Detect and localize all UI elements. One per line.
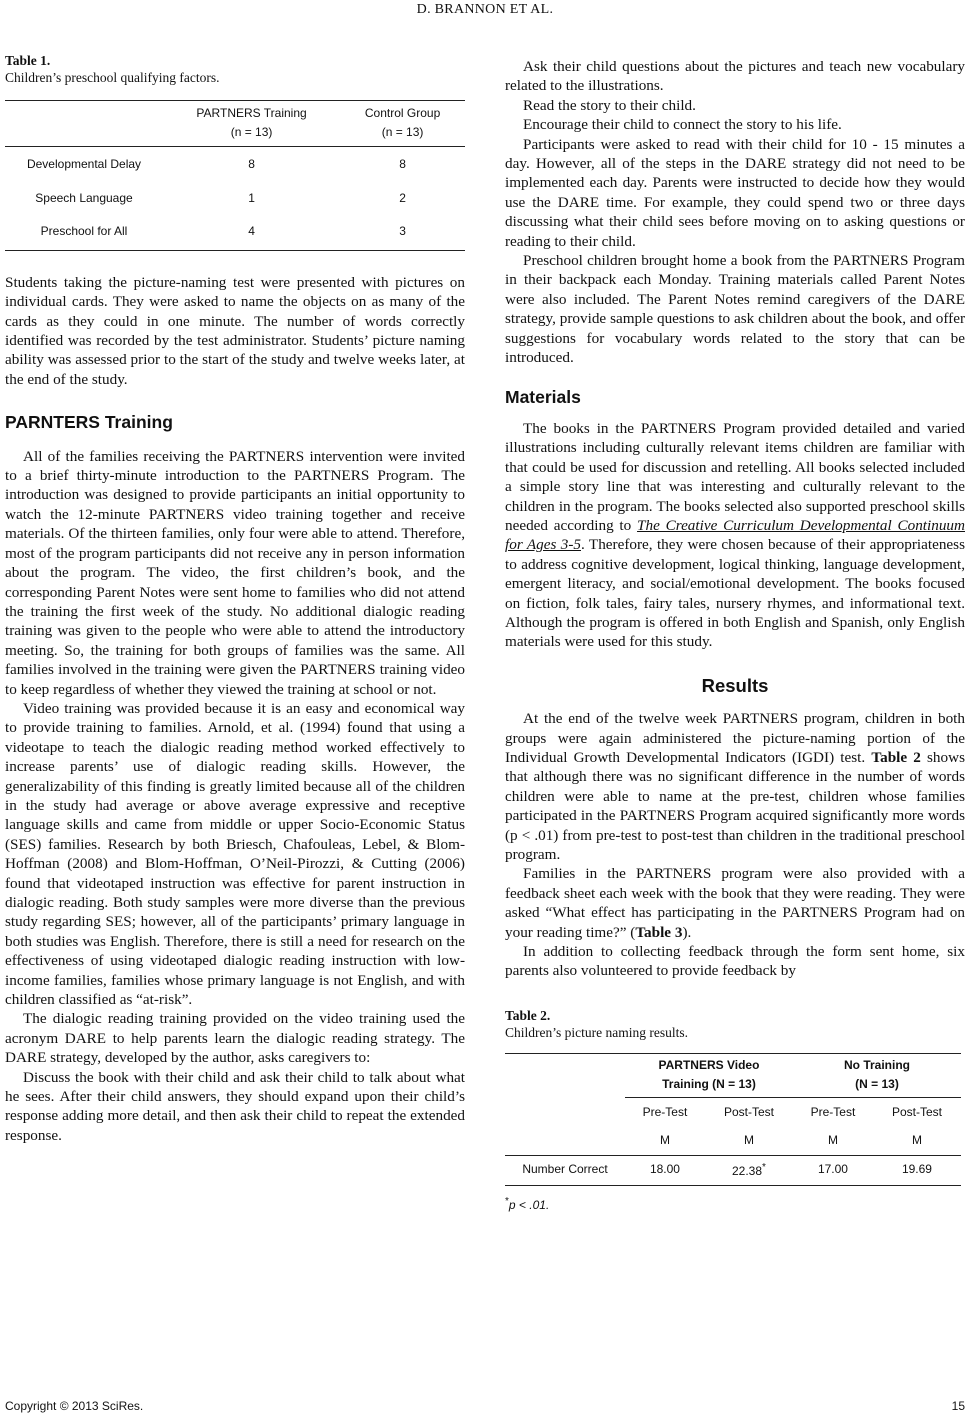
paragraph: Preschool children brought home a book from the PARTNERS Program in their backpack each Monday. Training materials called Parent Notes were also included. The Parent Notes remind caregivers of the DARE strategy, provide sample questions to ask children about the book, and offer suggestions for vocabulary words related to the story that can be introduced. [505,252,965,367]
table1-label: Table 1. [5,53,51,68]
copyright-footer: Copyright © 2013 SciRes. [5,1399,144,1413]
table2-subheader: Post-Test [723,1104,774,1119]
section-heading: Materials [505,386,581,407]
paragraph: Discuss the book with their child and ask their child to talk about what he sees. After their child answers, they should expand upon their child’s response adding more detail, and then ask their child to repeat the extended response. [5,1068,465,1144]
paragraph: Ask their child questions about the pictures and teach new vocabulary related to the illustrations. [505,58,965,95]
table-row: Preschool for All 4 3 [40,224,406,239]
paragraph: Families in the PARTNERS program were also provided with a feedback sheet each week with the book that they were reading. They were asked “What effect has participating in the PARTNERS Program had on your reading time?” (Table 3). [505,865,965,941]
table2 [505,1007,965,1215]
paragraph: At the end of the twelve week PARTNERS program, children in both groups were again administered the picture-naming portion of the Individual Growth Developmental Indicators (IGDI) test. Table 2 shows that although there was no significant difference in the number of words children were able to name at the pre-test, children whose families participated in the PARTNERS Program acquired significantly more words (p < .01) from pre-test to post-test than children in the traditional preschool program. [505,710,965,864]
table2-grid: PARTNERS Video Training (N = 13) No Training (N = 13) Pre-Test Post-Test Pre-Test Post-Test M M M M Number Correct 18.00 22.38* 17.00 19.69 [505,1053,961,1186]
right-column [505,57,965,1215]
table-row: Developmental Delay 8 8 [26,156,406,171]
book-title-link: The Creative Curriculum Developmental Continuum for Ages 3-5 [505,516,965,554]
table2-group-header: PARTNERS Video Training (N = 13) [625,1053,793,1097]
running-header: D. BRANNON ET AL. [416,2,554,17]
table-row: Number Correct 18.00 22.38* 17.00 19.69 [522,1162,932,1179]
table2-subheader: Pre-Test [810,1104,856,1119]
paragraph: Encourage their child to connect the story to his life. [523,116,842,134]
paragraph: Video training was provided because it is an easy and economical way to provide training to families. Arnold, et al. (1994) found that using a videotape to teach the dialogic reading method worked effectively to increase parents’ use of dialogic reading skills. However, the generalizability of this finding is greatly limited because all of the children in the study had average or above average expressive and receptive language skills and came from middle or upper Socio-Economic Status (SES) families. Research by both Briesch, Chafouleas, Lebel, & Blom-Hoffman (2008) and Blom-Hoffman, O’Neil-Pirozzi, & Cutting (2006) found that videotaped instruction was effective for parent instruction in dialogic reading. Both study samples were more diverse than the previous study regarding SES; however, all of the participants’ primary language in both studies was English. Therefore, there is still a need for research on the effectiveness of using videotaped dialogic reading instruction with low-income families, families whose primary language is not English, and with children classified as “at-risk”. [5,699,465,1009]
paragraph: Read the story to their child. [523,96,696,114]
paragraph: The books in the PARTNERS Program provided detailed and varied illustrations including culturally relevant items children are familiar with that could be used for discussion and retelling. All books selected included a simple story line that was interesting and culturally relevant to the children in the program. The books selected also supported preschool skills needed according to The Creative Curriculum Developmental Continuum for Ages 3-5. Therefore, they were chosen because of their appropriateness to address cognitive development, logical thinking, language development, emergent literacy, and social/emotional development. The books focused on fiction, folk tales, fairy tales, nursery rhymes, and informational text. Although the program is offered in both English and Spanish, only English materials were used for this study. [505,419,965,651]
left-column [5,52,465,1145]
table1 [5,52,465,251]
table2-subheader: Post-Test [891,1104,942,1119]
paragraph: Students taking the picture-naming test were presented with pictures on individual cards. They were asked to name the objects on as many of the cards as they could in one minute. The number of words correctly identified was recorded by the test administrator. Students’ picture naming ability was assessed prior to the start of the study and twelve weeks later, at the end of the study. [5,273,465,388]
table2-caption: Children’s picture naming results. [505,1024,688,1040]
table-row: Speech Language 1 2 [35,190,406,205]
section-heading: PARNTERS Training [5,412,173,433]
table2-note: *p < .01. [505,1195,550,1212]
table2-group-header: No Training (N = 13) [793,1053,961,1097]
table1-caption: Children’s preschool qualifying factors. [5,70,220,85]
table1-col-header: Control Group (n = 13) [364,106,441,140]
paragraph: All of the families receiving the PARTNERS intervention were invited to a brief thirty-minute introduction to the PARTNERS Program. The introduction was designed to provide participants an initial opportunity to watch the 12-minute PARTNERS video training together and receive materials. Of the thirteen families, only four were able to attend. Therefore, most of the program participants did not receive any in person information about the program. The video, the first children’s book, and the corresponding Parent Notes were sent home to families who did not attend the training the first week of the study. No additional dialogic reading training was given to the people who were able to attend the introductory meeting. So, the training for both groups of families was the same. All families involved in the training were given the PARTNERS training video to keep regardless of whether they viewed the training at school or not. [5,447,465,698]
section-heading: Results [701,674,769,696]
paragraph: Participants were asked to read with their child for 10 - 15 minutes a day. However, all of the steps in the DARE strategy did not need to be implemented each day. Parents were instructed to decide how they would use the DARE time. For example, they could spend two or three days discussing what their child sees before moving on to asking questions or reading to their child. [505,135,965,250]
table2-label: Table 2. [505,1007,551,1023]
table1-col-header: PARTNERS Training (n = 13) [196,106,307,140]
table2-subheader: Pre-Test [642,1104,688,1119]
paragraph: The dialogic reading training provided on the video training used the acronym DARE to help parents learn the dialogic reading strategy. The DARE strategy, developed by the author, asks caregivers to: [5,1010,465,1067]
paragraph: In addition to collecting feedback through the form sent home, six parents also volunteered to provide feedback by [505,943,965,980]
page-number: 15 [951,1399,965,1413]
table1-grid [5,100,465,251]
